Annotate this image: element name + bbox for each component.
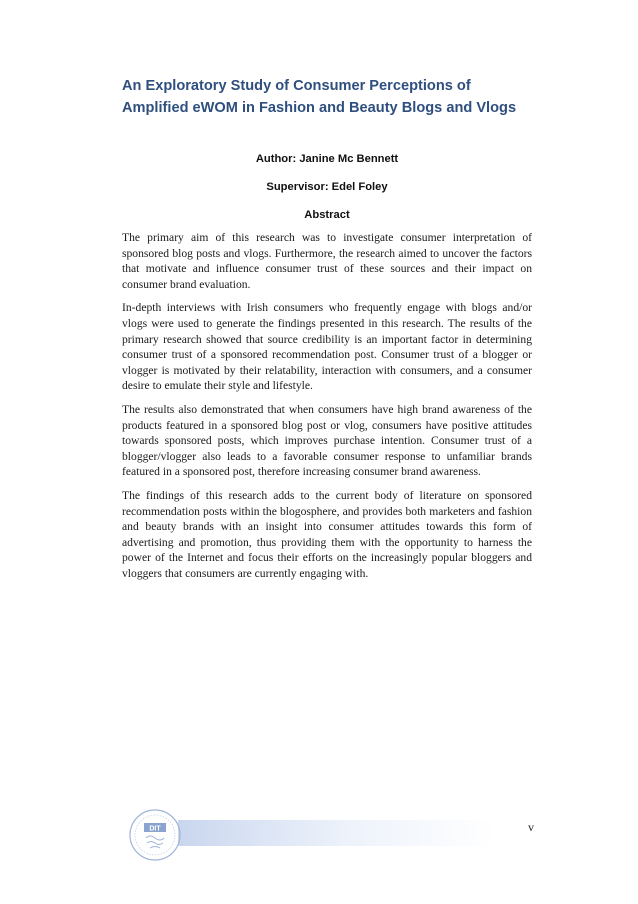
abstract-paragraph-4: The findings of this research adds to the current body of literature on sponsored recommendation posts within the blogosphere, and provides both marketers and fashion and beauty brands with an insight into consumer attitudes towards this form of advertising and promotion, thus providing them with the opportunity to harness the power of the Internet and focus their efforts on the increasingly popular bloggers and vloggers that consumers are currently engaging with.	[122, 488, 532, 580]
abstract-paragraph-2: In-depth interviews with Irish consumers who frequently engage with blogs and/or vlogs were used to generate the findings presented in this research. The results of the primary research showed that source credibility is an important factor in determining consumer trust of a sponsored recommendation post. Consumer trust of a blogger or vlogger is motivated by their relatability, interaction with consumers, and a consumer desire to emulate their style and lifestyle.	[122, 301, 532, 393]
page-number: v	[528, 820, 534, 834]
title-line-1: An Exploratory Study of Consumer Perceptions of	[122, 78, 471, 94]
abstract-paragraph-3: The results also demonstrated that when consumers have high brand awareness of the products featured in a sponsored blog post or vlog, consumers have positive attitudes towards sponsored posts, which improves purchase intention. Consumer trust of a blogger/vlogger also leads to a favorable consumer response to unfamiliar brands featured in a sponsored post, therefore increasing consumer brand awareness.	[122, 402, 532, 479]
abstract-body	[122, 230, 532, 589]
abstract-heading: Abstract	[304, 209, 350, 221]
author-line: Author: Janine Mc Bennett	[255, 153, 399, 165]
title-line-2: Amplified eWOM in Fashion and Beauty Blogs and Vlogs	[122, 100, 517, 116]
dit-seal-logo	[128, 808, 182, 862]
footer-gradient-bar	[178, 820, 496, 846]
abstract-paragraph-1: The primary aim of this research was to investigate consumer interpretation of sponsored blog posts and vlogs. Furthermore, the research aimed to uncover the factors that motivate and influence consumer trust of these sources and their impact on consumer brand evaluation.	[122, 231, 532, 291]
seal-text: DIT	[149, 825, 161, 833]
supervisor-line: Supervisor: Edel Foley	[266, 181, 388, 193]
document-title	[122, 75, 562, 119]
